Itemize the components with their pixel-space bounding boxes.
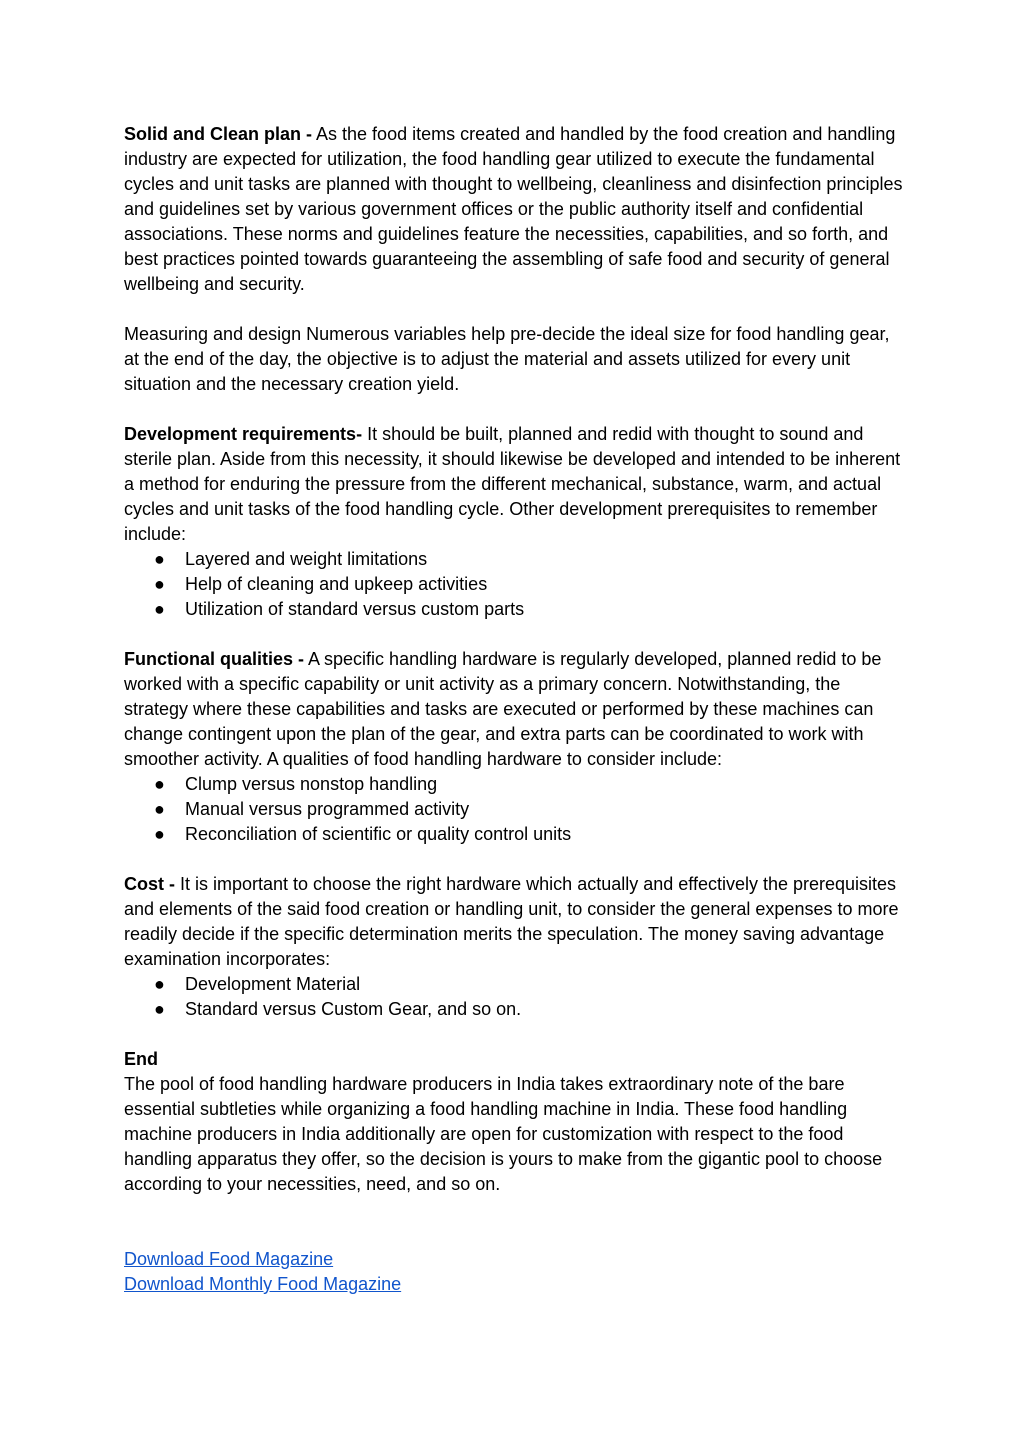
paragraph-measuring [124,322,904,397]
document-page [124,122,904,1297]
heading-functional: Functional qualities - [124,649,305,669]
paragraph-solid-clean [124,122,904,297]
paragraph-functional [124,647,904,772]
list-item-text: Reconciliation of scientific or quality control units [185,824,572,844]
paragraph-cost [124,872,904,972]
bullet-icon: ● [154,824,165,844]
bullet-icon: ● [154,599,165,619]
section-development [124,422,904,622]
list-item [124,997,904,1022]
bullet-icon: ● [154,999,165,1019]
bullet-list-cost [124,972,904,1022]
bullet-icon: ● [154,799,165,819]
bullet-icon: ● [154,774,165,794]
section-end [124,1047,904,1197]
list-item-text: Clump versus nonstop handling [185,774,438,794]
list-item [124,972,904,997]
body-development: It should be built, planned and redid with thought to sound and sterile plan. Aside from this necessity, it should likewise be developed and intended to be inherent a method for enduring the pressure from the different mechanical, substance, warm, and actual cycles and unit tasks of the food handling cycle. Other development prerequisites to remember include: [124,424,901,544]
download-links [124,1247,904,1297]
bullet-icon: ● [154,574,165,594]
body-functional: A specific handling hardware is regularly developed, planned redid to be worked with a specific capability or unit activity as a primary concern. Notwithstanding, the strategy where these capabilities and tasks are executed or performed by these machines can change contingent upon the plan of the gear, and extra parts can be coordinated to work with smoother activity. A qualities of food handling hardware to consider include: [124,649,882,769]
section-functional [124,647,904,847]
list-item [124,822,904,847]
heading-development: Development requirements- [124,424,363,444]
list-item-text: Development Material [185,974,361,994]
list-item-text: Layered and weight limitations [185,549,428,569]
paragraph-development [124,422,904,547]
list-item [124,797,904,822]
body-end: The pool of food handling hardware producers in India takes extraordinary note of the bare essential subtleties while organizing a food handling machine in India. These food handling machine producers in India additionally are open for customization with respect to the food handling apparatus they offer, so the decision is yours to make from the gigantic pool to choose according to your necessities, need, and so on. [124,1074,883,1194]
list-item [124,572,904,597]
heading-solid-clean: Solid and Clean plan - [124,124,313,144]
bullet-icon: ● [154,974,165,994]
download-monthly-food-magazine-link[interactable]: Download Monthly Food Magazine [124,1274,402,1294]
heading-cost: Cost - [124,874,175,894]
body-solid-clean: As the food items created and handled by the food creation and handling industry are expected for utilization, the food handling gear utilized to execute the fundamental cycles and unit tasks are planned with thought to wellbeing, cleanliness and disinfection principles and guidelines set by various government offices or the public authority itself and confidential associations. These norms and guidelines feature the necessities, capabilities, and so forth, and best practices pointed towards guaranteeing the assembling of safe food and security of general wellbeing and security. [124,124,903,294]
list-item [124,772,904,797]
download-food-magazine-link[interactable]: Download Food Magazine [124,1249,334,1269]
list-item-text: Help of cleaning and upkeep activities [185,574,488,594]
list-item [124,597,904,622]
list-item-text: Utilization of standard versus custom parts [185,599,525,619]
body-measuring: Measuring and design Numerous variables help pre-decide the ideal size for food handling gear, at the end of the day, the objective is to adjust the material and assets utilized for every unit situation and the necessary creation yield. [124,324,890,394]
list-item [124,547,904,572]
section-cost [124,872,904,1022]
bullet-list-development [124,547,904,622]
list-item-text: Manual versus programmed activity [185,799,470,819]
body-cost: It is important to choose the right hardware which actually and effectively the prerequisites and elements of the said food creation or handling unit, to consider the general expenses to more readily decide if the specific determination merits the speculation. The money saving advantage examination incorporates: [124,874,899,969]
bullet-list-functional [124,772,904,847]
bullet-icon: ● [154,549,165,569]
list-item-text: Standard versus Custom Gear, and so on. [185,999,522,1019]
heading-end: End [124,1049,158,1069]
